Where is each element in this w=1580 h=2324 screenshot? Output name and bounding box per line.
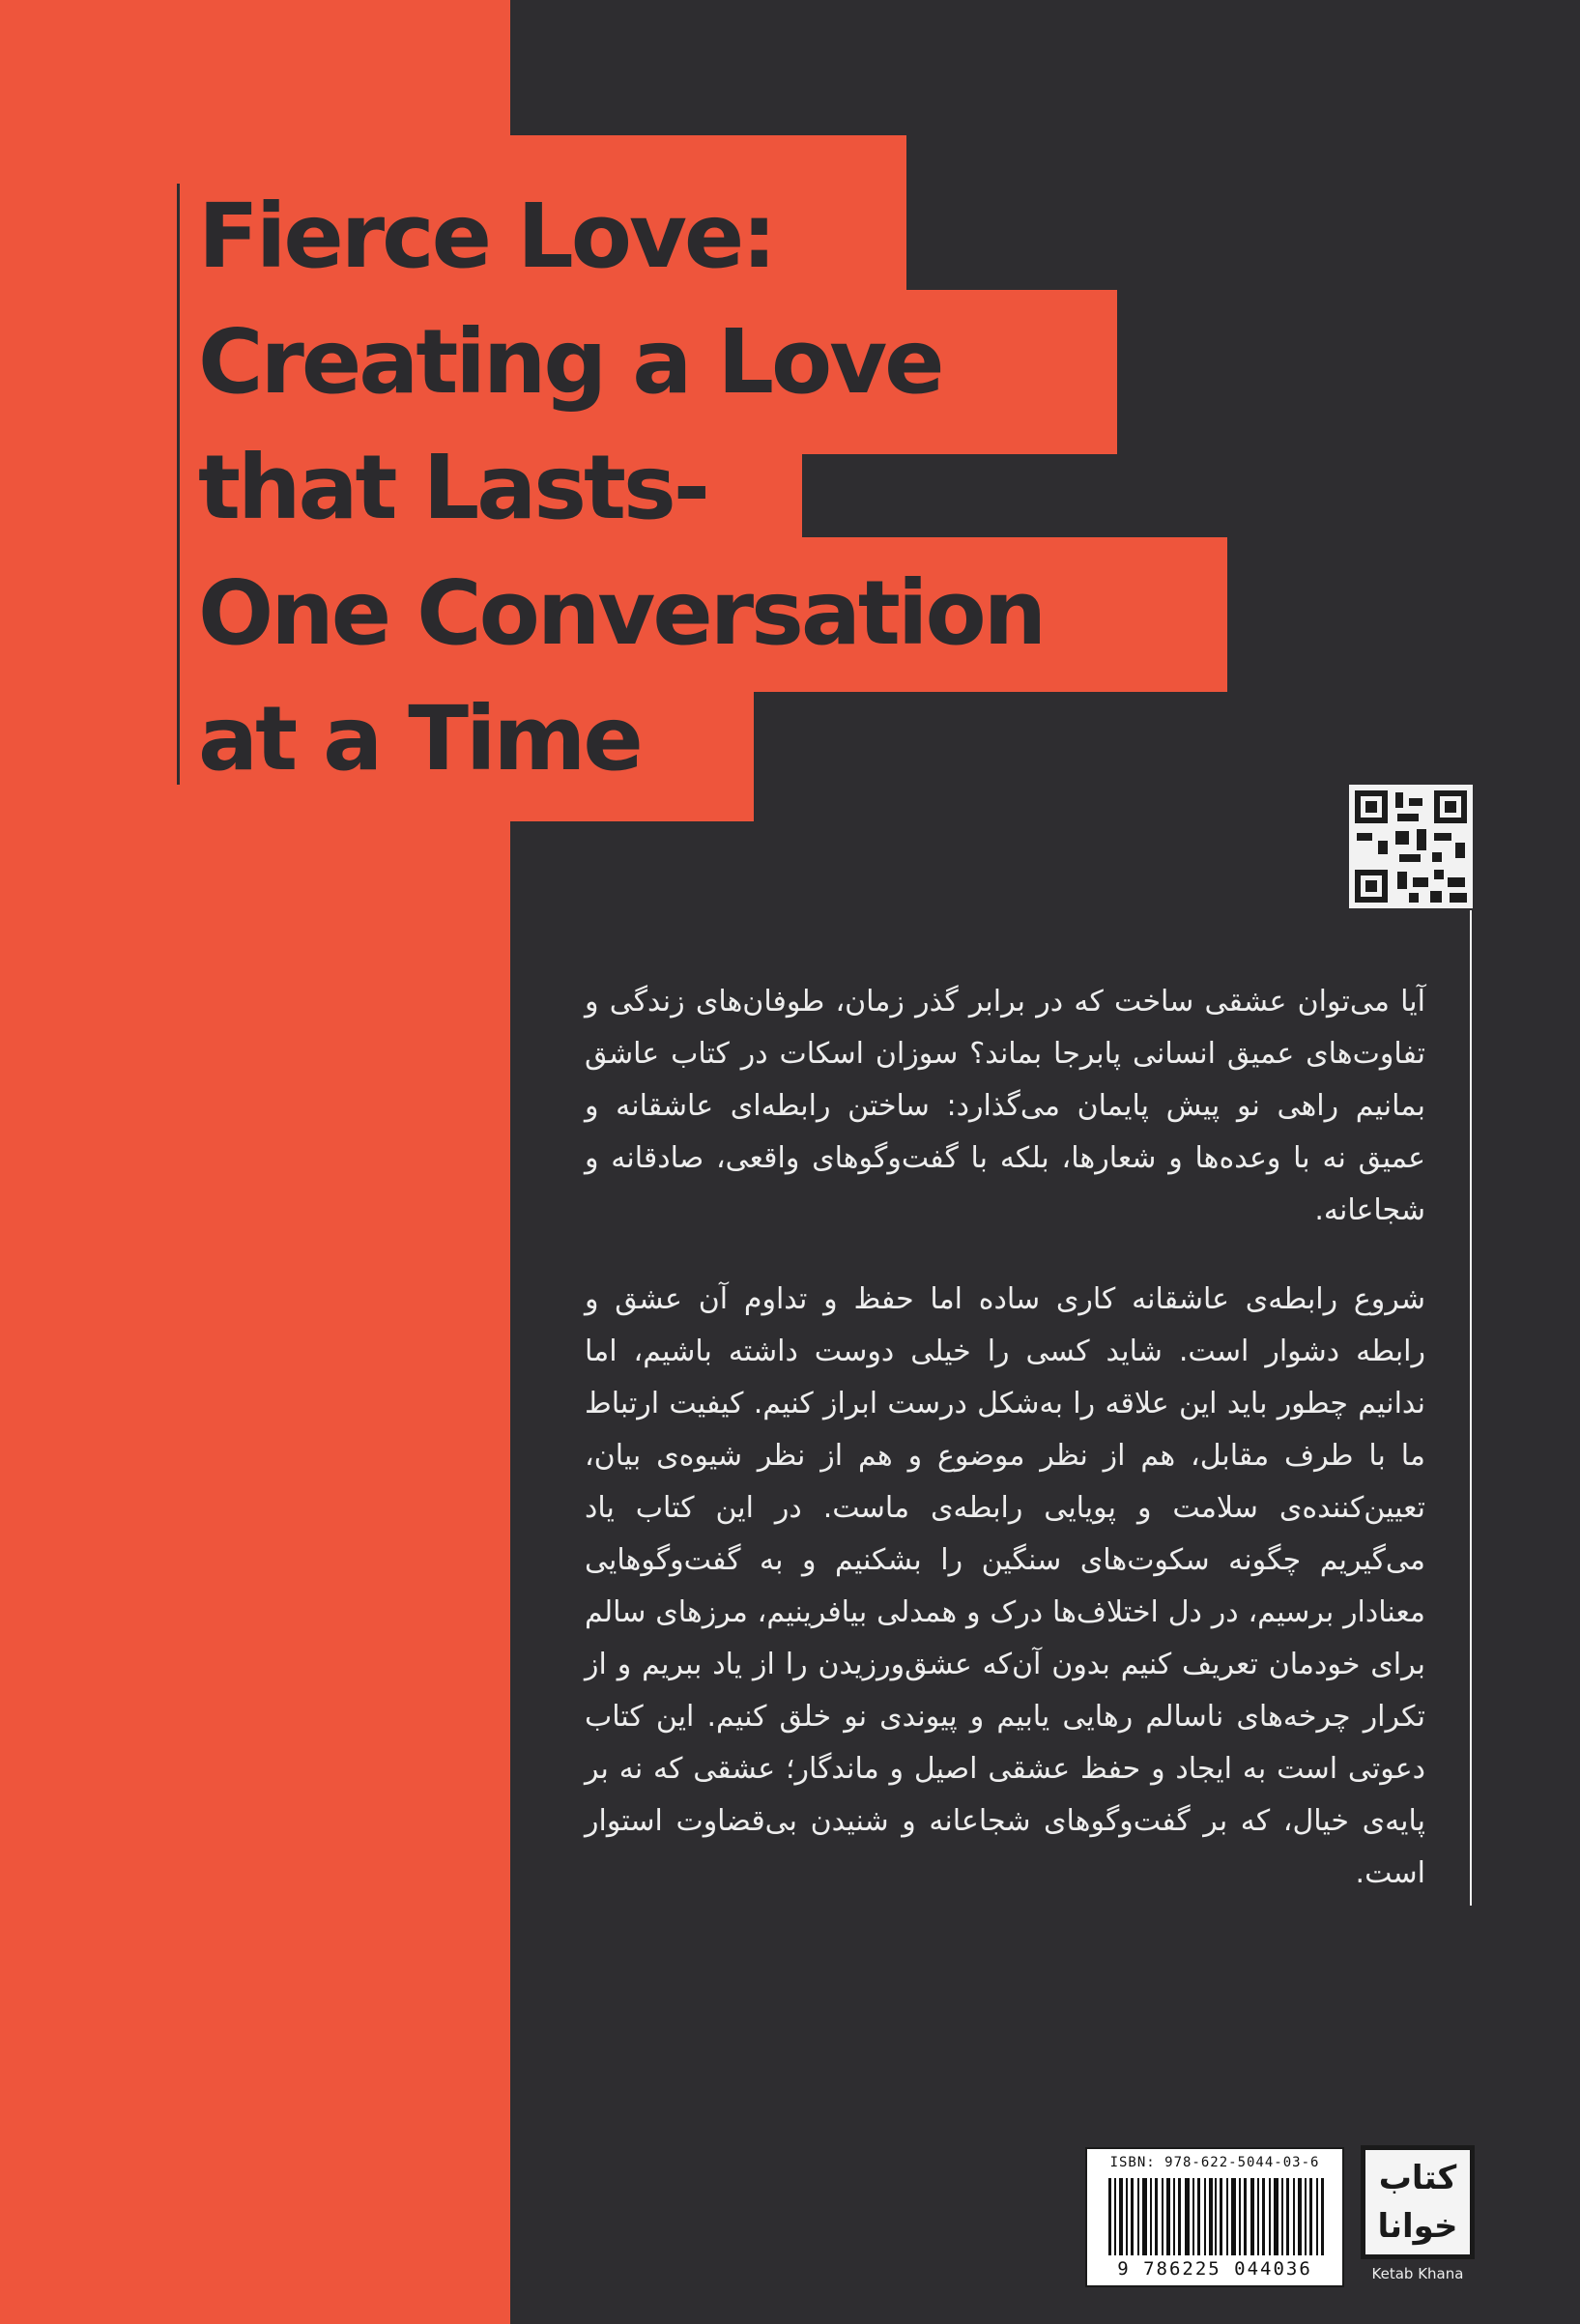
publisher-logo-line-1: کتاب xyxy=(1378,2159,1457,2197)
ean-digits: 9 786225 044036 xyxy=(1117,2258,1312,2280)
title-line-4: One Conversation xyxy=(198,561,1045,665)
title-line-1: Fierce Love: xyxy=(198,185,775,288)
blurb-paragraph-2: شروع رابطه‌ی عاشقانه کاری ساده اما حفظ و تداوم آن عشق و رابطه دشوار است. شاید کسی را خیلی دوست داشته باشیم، اما ندانیم چطور باید این علاقه را به‌شکل درست ابراز کنیم. کیفیت ارتباط ما با طرف مقابل، هم از نظر موضوع و هم از نظر شیوه‌ی بیان، تعیین‌کننده‌ی سلامت و پویایی رابطه‌ی ماست. در این کتاب یاد می‌گیریم چگونه سکوت‌های سنگین را بشکنیم و به گفت‌وگوهایی معنادار برسیم، در دل اختلاف‌ها درک و همدلی بیافرینیم، مرزهای سالم برای خودمان تعریف کنیم بدون آن‌که عشق‌ورزیدن را از یاد ببریم و از تکرار چرخه‌های ناسالم رهایی یابیم و پیوندی نو خلق کنیم. این کتاب دعوتی است به ایجاد و حفظ عشقی اصیل و ماندگار؛ عشقی که نه بر پایه‌ی خیال، که بر گفت‌وگوهای شجاعانه و شنیدن بی‌قضاوت استوار است. xyxy=(585,1282,1425,1890)
title-line-2: Creating a Love xyxy=(198,310,942,414)
barcode-bars xyxy=(1108,2178,1325,2255)
publisher-logo xyxy=(1361,2145,1475,2259)
title-line-3: that Lasts- xyxy=(198,436,707,539)
back-cover-blurb xyxy=(585,976,1425,1937)
title-line-5: at a Time xyxy=(198,687,641,790)
title-vertical-rule xyxy=(177,184,180,785)
publisher-logo-line-2: خوانا xyxy=(1377,2207,1458,2246)
publisher-latin-name: Ketab Khana xyxy=(1371,2265,1464,2282)
blurb-paragraph-1: آیا می‌توان عشقی ساخت که در برابر گذر زمان، طوفان‌های زندگی و تفاوت‌های عمیق انسانی پابرجا بماند؟ سوزان اسکات در کتاب عاشق بمانیم راهی نو پیش پایمان می‌گذارد: ساختن رابطه‌ای عاشقانه و عمیق نه با وعده‌ها و شعارها، بلکه با گفت‌وگوهای واقعی، صادقانه و شجاعانه. xyxy=(585,985,1425,1227)
isbn-barcode xyxy=(1085,2147,1344,2287)
isbn-label: ISBN: 978-622-5044-03-6 xyxy=(1109,2155,1320,2170)
book-title xyxy=(198,174,1261,802)
qr-code-icon[interactable] xyxy=(1349,785,1473,908)
blurb-vertical-rule xyxy=(1470,910,1472,1906)
